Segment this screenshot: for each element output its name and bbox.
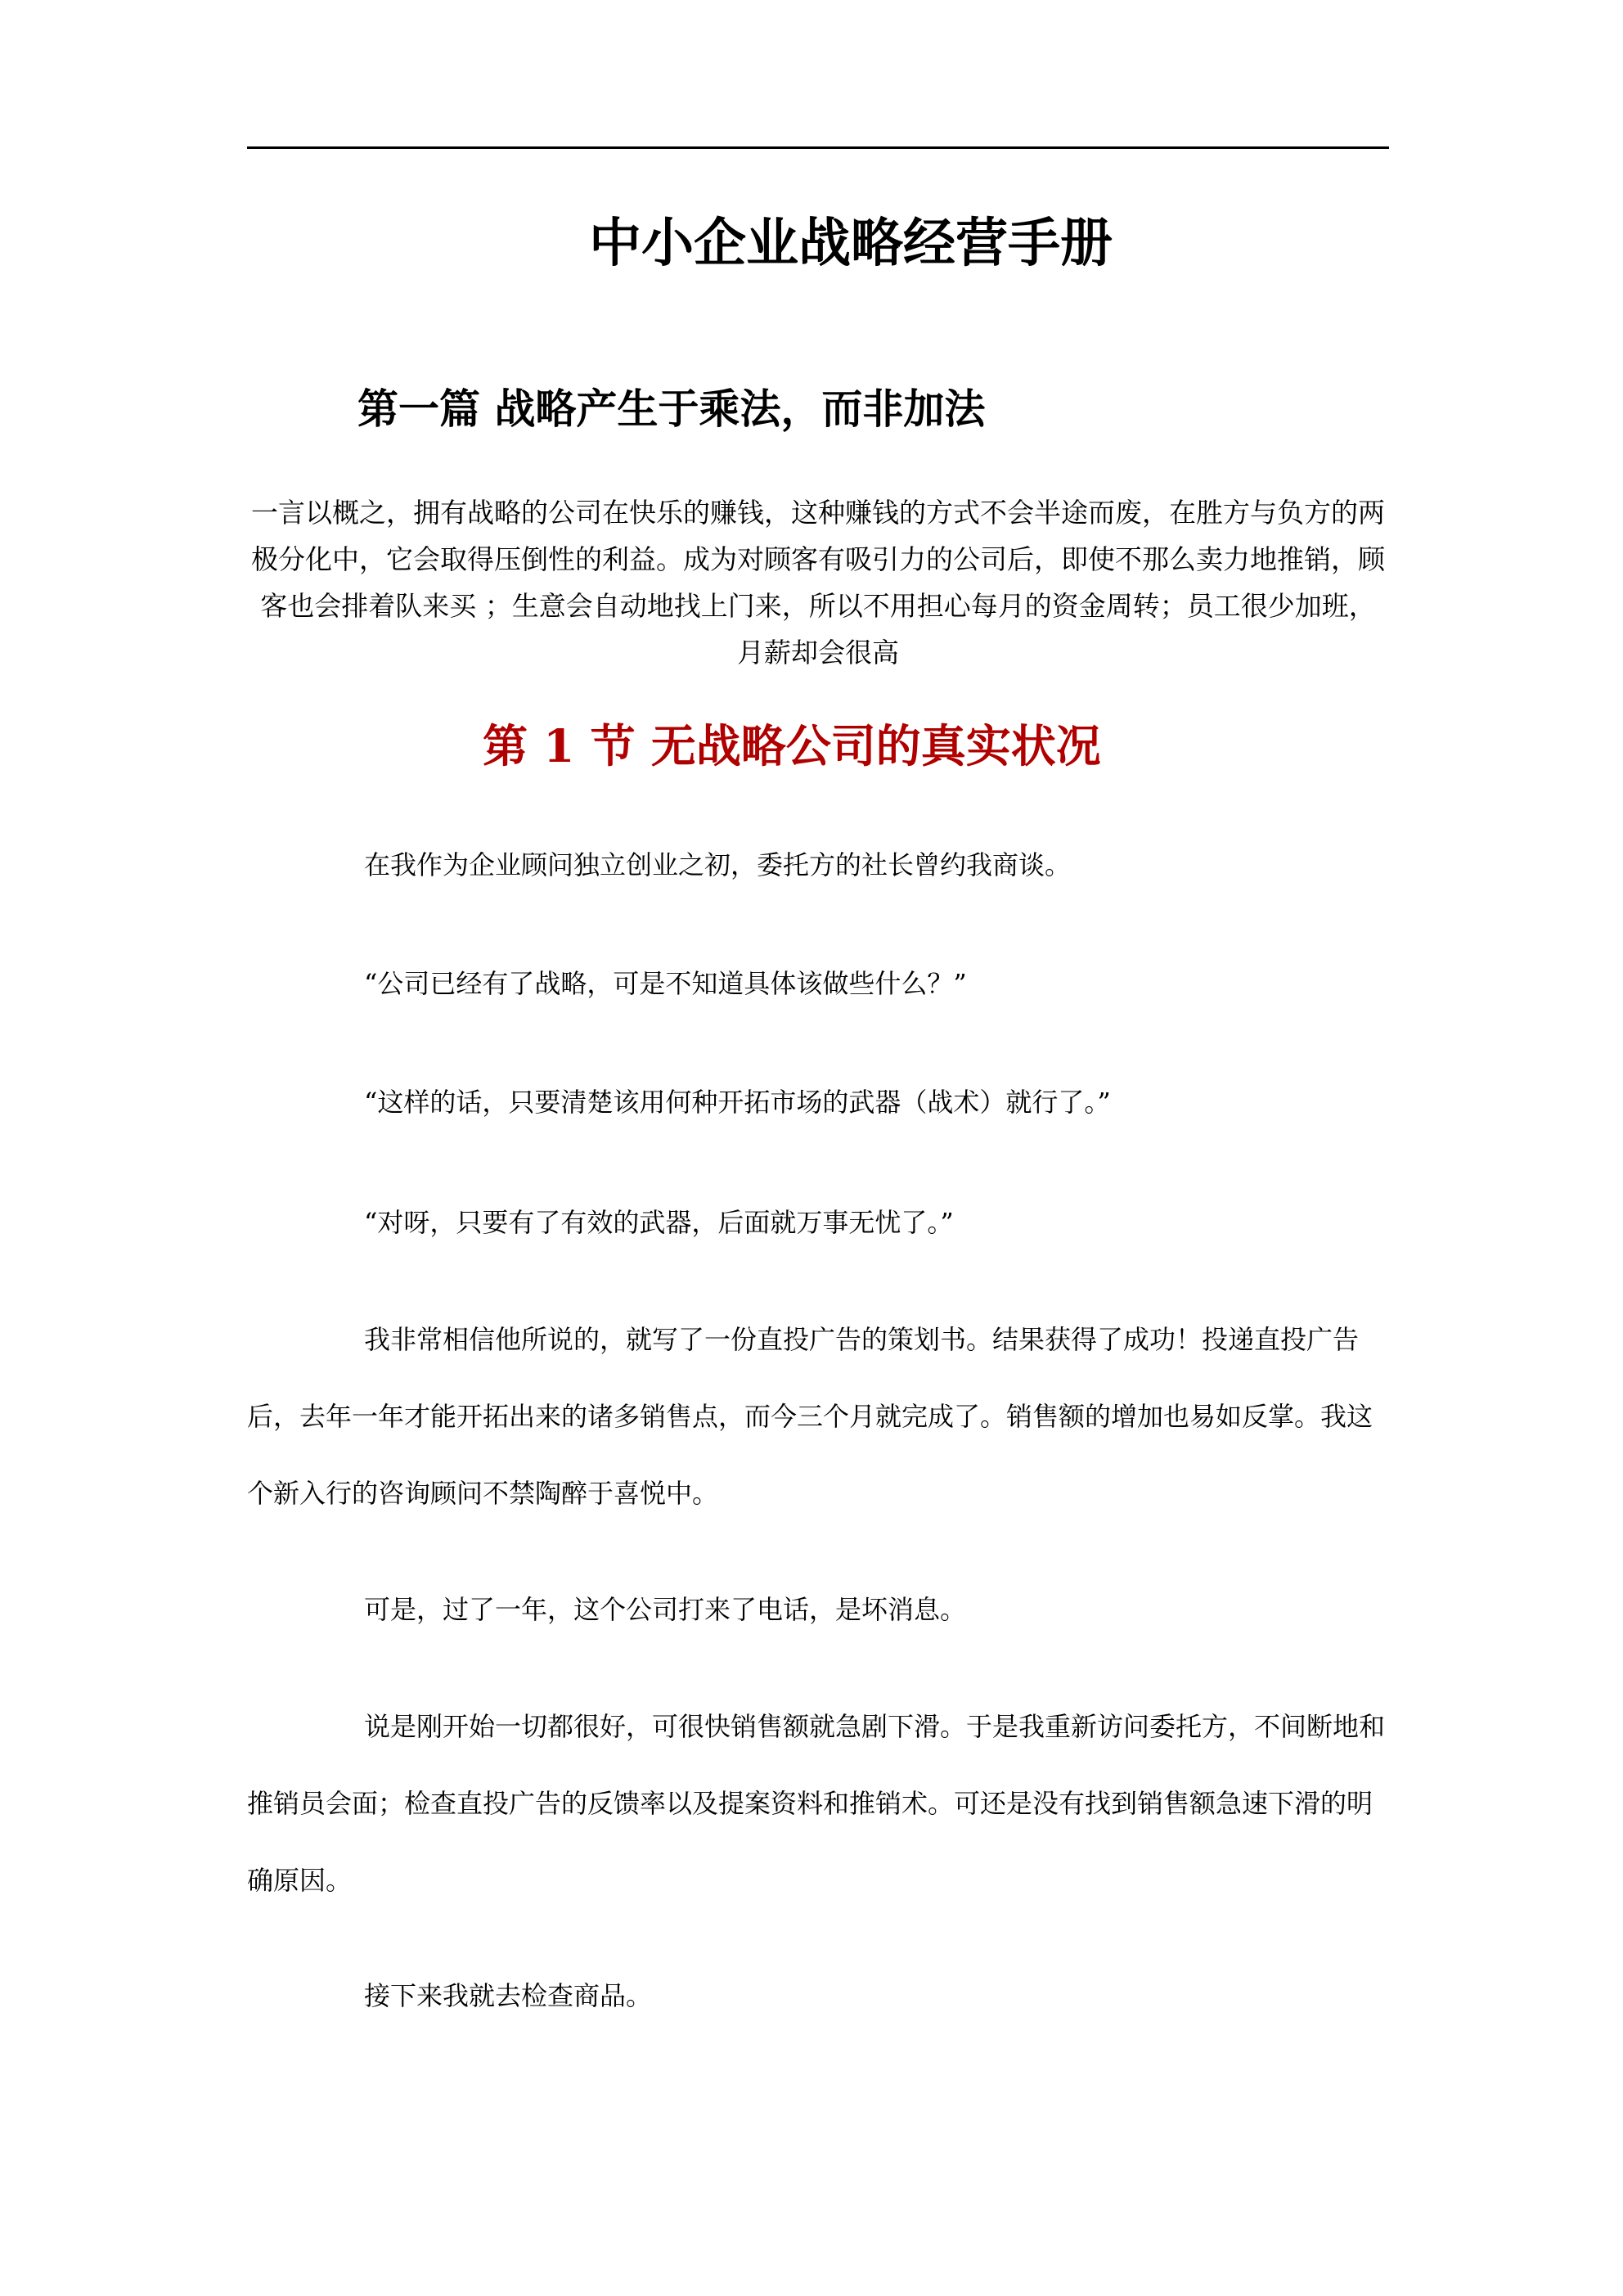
- body-paragraph: 可是，过了一年，这个公司打来了电话，是坏消息。: [364, 1594, 967, 1625]
- section-heading: 第 1 节 无战略公司的真实状况: [483, 719, 1101, 772]
- quote-paragraph: “这样的话，只要清楚该用何种开拓市场的武器（战术）就行了。”: [364, 1087, 1111, 1118]
- document-title: 中小企业战略经营手册: [589, 214, 1113, 274]
- body-paragraph: 说是刚开始一切都很好，可很快销售额就急剧下滑。于是我重新访问委托方，不间断地和推销员会面；检查直投广告的反馈率以及提案资料和推销术。可还是没有找到销售额急速下滑的明确原因。: [247, 1711, 1386, 1896]
- body-paragraph: 我非常相信他所说的，就写了一份直投广告的策划书。结果获得了成功！投递直投广告后，去年一年才能开拓出来的诸多销售点，而今三个月就完成了。销售额的增加也易如反掌。我这个新入行的咨询顾问不禁陶醉于喜悦中。: [247, 1324, 1373, 1509]
- quote-paragraph: “公司已经有了战略，可是不知道具体该做些什么？”: [364, 968, 967, 999]
- part-heading: 第一篇 战略产生于乘法，而非加法: [357, 385, 986, 433]
- body-paragraph: 接下来我就去检查商品。: [364, 1980, 653, 2011]
- quote-paragraph: “对呀，只要有了有效的武器，后面就万事无忧了。”: [364, 1207, 954, 1238]
- intro-paragraph: 一言以概之，拥有战略的公司在快乐的赚钱，这种赚钱的方式不会半途而废，在胜方与负方的两极分化中，它会取得压倒性的利益。成为对顾客有吸引力的公司后，即使不那么卖力地推销，顾客也会排着队来买 ；生意会自动地找上门来，所以不用担心每月的资金周转；员工很少加班，月薪却会很高: [251, 497, 1385, 669]
- header-rule: [247, 146, 1389, 149]
- body-paragraph: 在我作为企业顾问独立创业之初，委托方的社长曾约我商谈。: [364, 849, 1072, 880]
